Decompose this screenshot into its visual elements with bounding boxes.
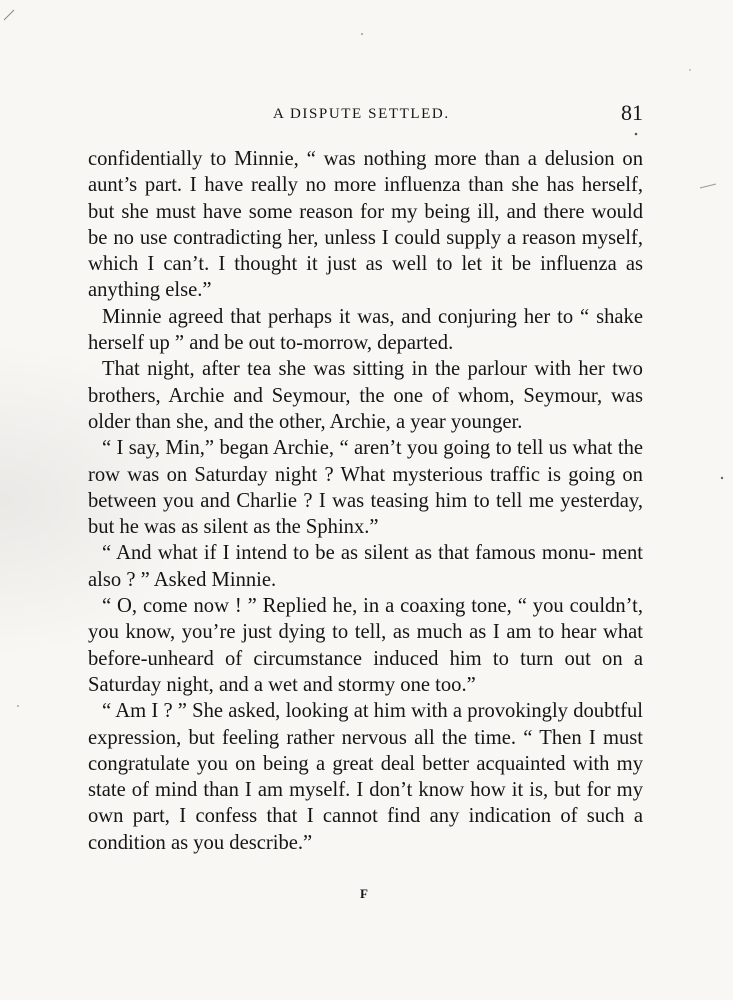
text-line: Seymour, was older than she, and the other, Archie, a year [88,384,643,433]
text-line: don’t know how it is, but for my own part, I confess that I [88,779,643,828]
page-header [88,100,643,130]
text-line: turn out on a Saturday night, and a wet and stormy one too.” [88,647,643,696]
paragraph [88,435,643,540]
text-line: has herself, but she must have some reason for my being ill, [88,174,644,223]
text-line: supply a reason myself, which I can’t. I thought it just as [88,226,643,276]
text-line: Minnie agreed that perhaps it was, and conjuring her to [102,305,574,328]
paragraph [88,698,643,856]
text-line: cannot find any indication of such a condition as you describe.” [88,805,644,854]
text-line: traffic is going on between you and Charlie ? I was teasing [88,463,643,512]
text-line: confidentially to Minnie, “ was nothing more than a delusion [88,148,615,170]
text-line: “ Am I ? ” She asked, looking at him with a provokingly [102,700,568,723]
text-line: That night, after tea she was sitting in the parlour with [102,358,572,381]
paragraph [88,146,643,304]
text-line: couldn’t, you know, you’re just dying to tell, as much as I am [88,595,643,644]
text-line: him to tell me yesterday, but he was as silent as the Sphinx.” [88,489,643,539]
text-line: and there would be no use contradicting her, unless I could [88,200,643,249]
paragraph [88,540,643,593]
text-line: her two brothers, Archie and Seymour, the one of whom, [88,358,643,407]
text-line: ment also ? ” Asked Minnie. [88,542,643,591]
paragraph [88,593,643,698]
paragraph [88,356,643,435]
text-line: “ I say, Min,” began Archie, “ aren’t you going to tell us [102,437,568,460]
text-line: “ shake herself up ” and be out to-morrow, departed. [88,305,643,355]
text-line: “ Then I must congratulate you on being a great deal better [88,726,643,775]
text-line: “ O, come now ! ” Replied he, in a coaxing tone, “ you [102,595,564,618]
text-line: acquainted with my state of mind than I am myself. I [88,752,644,802]
text-line: what the row was on Saturday night ? What mysterious [88,437,644,486]
text-line: “ And what if I intend to be as silent as that famous monu- [102,542,596,565]
text-line: to hear what before-unheard of circumstance induced him to [88,621,643,670]
text-line: well to let it be influenza as anything else.” [88,253,643,302]
text-line: younger. [450,410,523,433]
running-head: A DISPUTE SETTLED. [273,106,450,122]
body-text [88,146,643,856]
text-line: on aunt’s part. I have really no more influenza than she [88,148,643,197]
paragraph [88,304,643,357]
signature-mark: F [360,886,368,901]
page-number: 81 [621,100,643,125]
text-line: doubtful expression, but feeling rather nervous all the time. [88,700,643,749]
